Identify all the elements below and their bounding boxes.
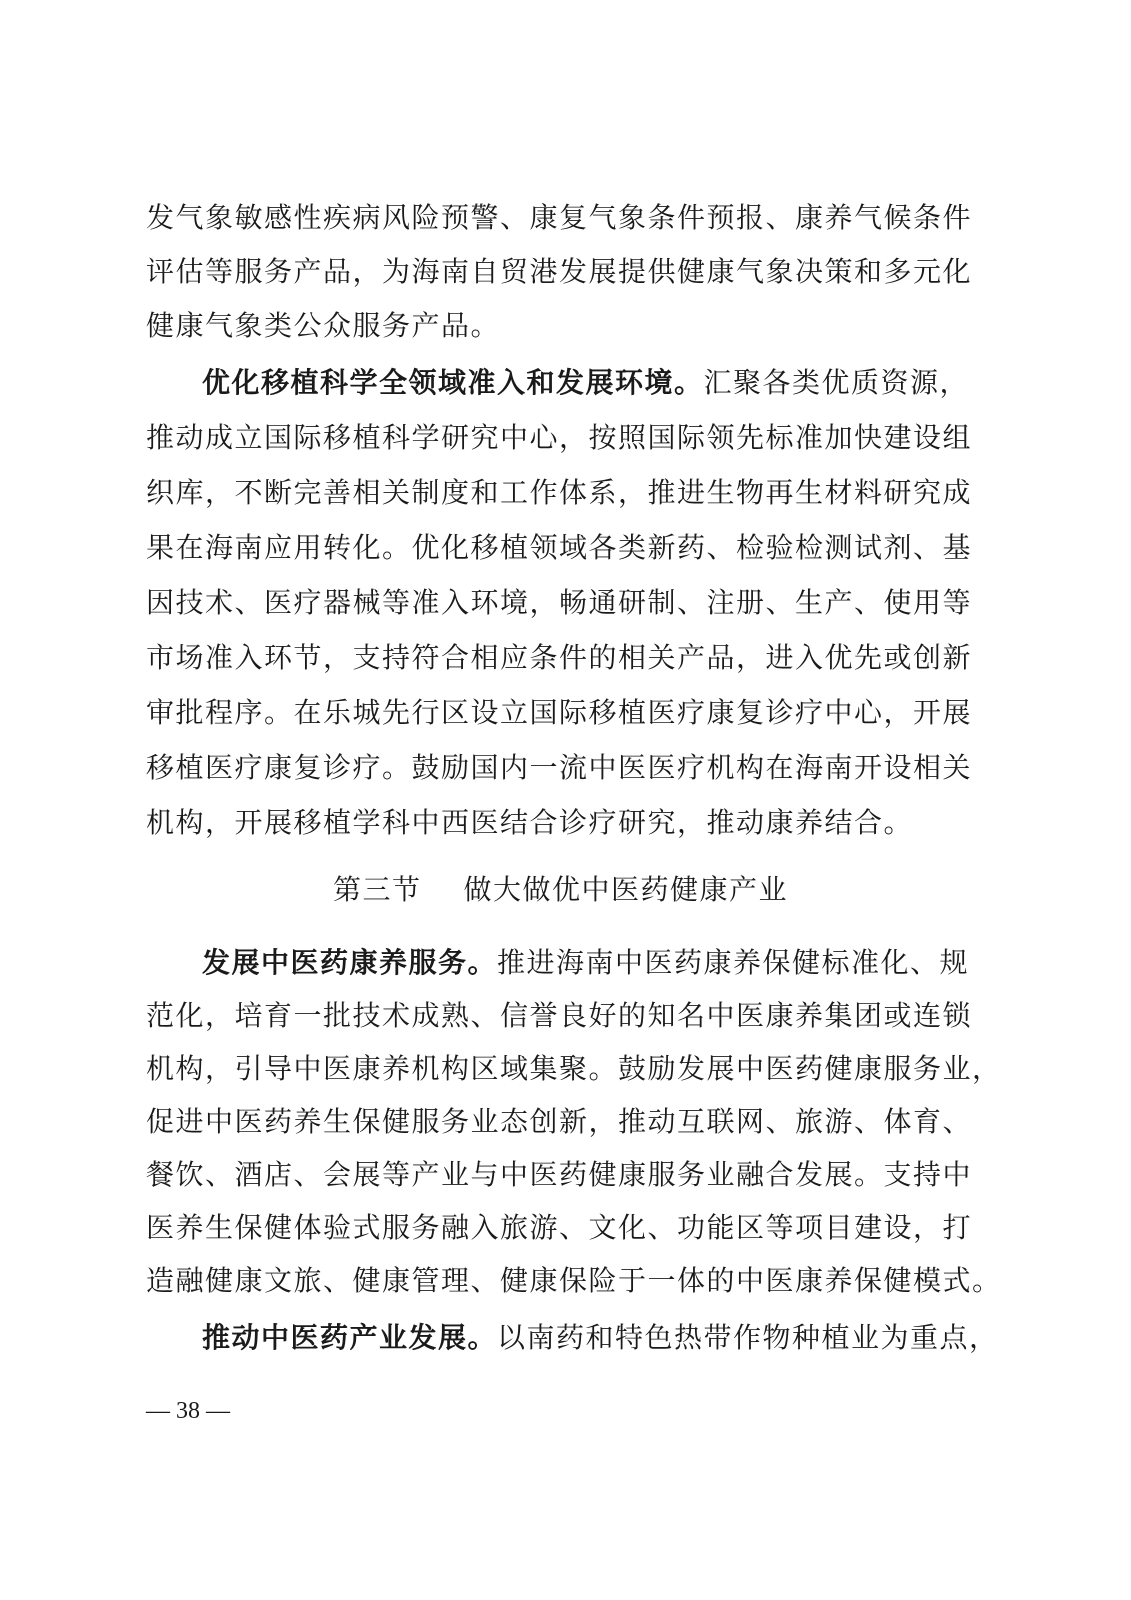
paragraph-2-line-2: 织库，不断完善相关制度和工作体系，推进生物再生材料研究成 <box>146 476 973 509</box>
paragraph-2-line-7: 移植医疗康复诊疗。鼓励国内一流中医医疗机构在海南开设相关 <box>146 751 973 784</box>
paragraph-2-first-line-rest: 汇聚各类优质资源， <box>703 366 970 399</box>
paragraph-2-line-6: 审批程序。在乐城先行区设立国际移植医疗康复诊疗中心，开展 <box>146 696 973 729</box>
section-title: 做大做优中医药健康产业 <box>463 873 789 906</box>
paragraph-4-lead: 推动中医药产业发展。 <box>202 1321 498 1354</box>
paragraph-3-line-4: 餐饮、酒店、会展等产业与中医药健康服务业融合发展。支持中 <box>146 1158 973 1191</box>
paragraph-4-first-line-rest: 以南药和特色热带作物种植业为重点， <box>497 1321 999 1354</box>
paragraph-3-line-3: 促进中医药养生保健服务业态创新，推动互联网、旅游、体育、 <box>146 1105 973 1138</box>
paragraph-3-line-6: 造融健康文旅、健康管理、健康保险于一体的中医康养保健模式。 <box>146 1264 1002 1297</box>
section-number: 第三节 <box>333 873 422 906</box>
page-number: — 38 — <box>146 1398 230 1424</box>
paragraph-4-first-line <box>202 1310 999 1366</box>
paragraph-2-line-5: 市场准入环节，支持符合相应条件的相关产品，进入优先或创新 <box>146 641 973 674</box>
paragraph-2-line-4: 因技术、医疗器械等准入环境，畅通研制、注册、生产、使用等 <box>146 586 973 619</box>
paragraph-2-line-8: 机构，开展移植学科中西医结合诊疗研究，推动康养结合。 <box>146 806 914 839</box>
paragraph-2-lead: 优化移植科学全领域准入和发展环境。 <box>202 366 704 399</box>
paragraph-2-line-3: 果在海南应用转化。优化移植领域各类新药、检验检测试剂、基 <box>146 531 973 564</box>
paragraph-1-line-1: 发气象敏感性疾病风险预警、康复气象条件预报、康养气候条件 <box>146 201 973 234</box>
paragraph-3-line-5: 医养生保健体验式服务融入旅游、文化、功能区等项目建设，打 <box>146 1211 973 1244</box>
paragraph-3-first-line-rest: 推进海南中医药康养保健标准化、规 <box>497 946 970 979</box>
paragraph-1-line-2: 评估等服务产品，为海南自贸港发展提供健康气象决策和多元化 <box>146 255 973 288</box>
section-heading <box>333 862 788 918</box>
paragraph-3-lead: 发展中医药康养服务。 <box>202 946 498 979</box>
paragraph-1-line-3: 健康气象类公众服务产品。 <box>146 309 501 342</box>
paragraph-3-first-line <box>202 935 969 991</box>
paragraph-3-line-1: 范化，培育一批技术成熟、信誉良好的知名中医康养集团或连锁 <box>146 999 973 1032</box>
paragraph-3-line-2: 机构，引导中医康养机构区域集聚。鼓励发展中医药健康服务业， <box>146 1052 1002 1085</box>
paragraph-2-first-line <box>202 355 969 411</box>
paragraph-2-line-1: 推动成立国际移植科学研究中心，按照国际领先标准加快建设组 <box>146 421 973 454</box>
